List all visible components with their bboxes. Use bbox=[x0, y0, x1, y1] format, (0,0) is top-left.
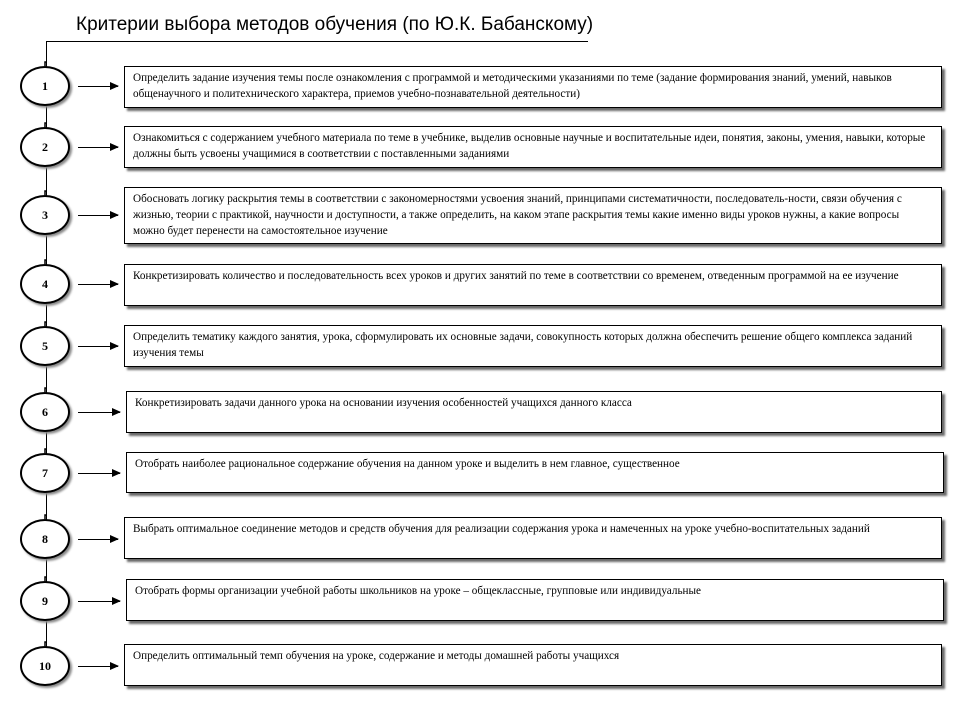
step-10-arrow bbox=[78, 666, 118, 667]
step-10-circle bbox=[20, 646, 70, 686]
step-1-box: Определить задание изучения темы после ознакомления с программой и методическими указаниями по теме (задание формирования знаний, умений, навыков общенаучного и политехнического характера, приемов учебно-познавательной деятельности) bbox=[124, 66, 942, 108]
step-6-arrow bbox=[78, 412, 120, 413]
step-number: 9 bbox=[42, 593, 48, 608]
step-8-arrow bbox=[78, 539, 118, 540]
step-3-circle bbox=[20, 195, 70, 235]
step-8-box: Выбрать оптимальное соединение методов и средств обучения для реализации содержания урока и намеченных на уроке учебно-воспитательных заданий bbox=[124, 517, 942, 559]
step-7-box: Отобрать наиболее рациональное содержание обучения на данном уроке и выделить в нем главное, существенное bbox=[126, 452, 944, 493]
step-4-arrow bbox=[78, 284, 118, 285]
step-number: 6 bbox=[42, 404, 48, 419]
step-number: 2 bbox=[42, 139, 48, 154]
step-9-box: Отобрать формы организации учебной работы школьников на уроке – общеклассные, групповые или индивидуальные bbox=[126, 579, 944, 621]
step-1-circle bbox=[20, 66, 70, 106]
step-number: 1 bbox=[42, 78, 48, 93]
step-7-circle bbox=[20, 453, 70, 493]
step-1-arrow bbox=[78, 86, 118, 87]
step-6-box: Конкретизировать задачи данного урока на основании изучения особенностей учащихся данного класса bbox=[126, 391, 942, 433]
step-number: 5 bbox=[42, 338, 48, 353]
step-7-arrow bbox=[78, 473, 120, 474]
step-number: 3 bbox=[42, 207, 48, 222]
step-number: 8 bbox=[42, 531, 48, 546]
step-2-circle bbox=[20, 127, 70, 167]
step-3-arrow bbox=[78, 215, 118, 216]
step-4-box: Конкретизировать количество и последовательность всех уроков и других занятий по теме в соответствии со временем, отведенным программой на ее изучение bbox=[124, 264, 942, 306]
step-number: 10 bbox=[39, 658, 51, 673]
step-8-circle bbox=[20, 519, 70, 559]
step-3-box: Обосновать логику раскрытия темы в соответствии с закономерностями усвоения знаний, принципами систематичности, последователь-ности, связи обучения с жизнью, теории с практикой, научности и доступности, а также определить, на каком этапе раскрытия темы какие именно виды уроков нужны, а какие вопросы можно будет перенести на самостоятельное изучение bbox=[124, 187, 942, 244]
step-5-circle bbox=[20, 326, 70, 366]
step-4-circle bbox=[20, 264, 70, 304]
step-number: 7 bbox=[42, 465, 48, 480]
step-9-circle bbox=[20, 581, 70, 621]
step-6-circle bbox=[20, 392, 70, 432]
step-2-arrow bbox=[78, 147, 118, 148]
step-5-arrow bbox=[78, 346, 118, 347]
page-title: Критерии выбора методов обучения (по Ю.К. Бабанскому) bbox=[76, 14, 594, 35]
step-number: 4 bbox=[42, 276, 48, 291]
step-9-arrow bbox=[78, 601, 120, 602]
step-10-box: Определить оптимальный темп обучения на уроке, содержание и методы домашней работы учащихся bbox=[124, 644, 942, 686]
step-2-box: Ознакомиться с содержанием учебного материала по теме в учебнике, выделив основные научные и воспитательные идеи, понятия, законы, умения, навыки, которые должны быть усвоены учащимися в соответствии с поставленными заданиями bbox=[124, 126, 942, 168]
step-5-box: Определить тематику каждого занятия, урока, сформулировать их основные задачи, совокупность которых должна обеспечить решение общего комплекса заданий изучения темы bbox=[124, 325, 942, 367]
